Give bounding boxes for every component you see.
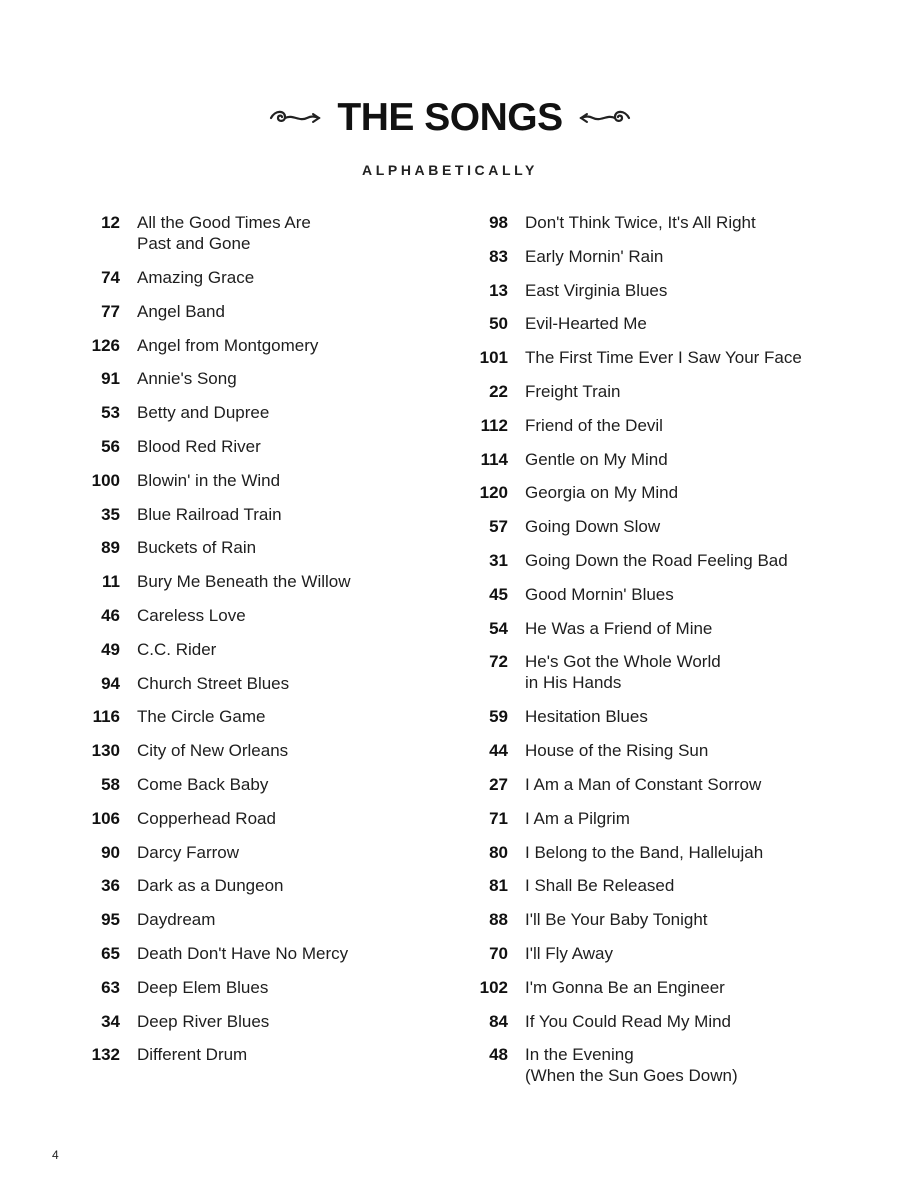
song-entry — [458, 808, 848, 842]
song-entry — [458, 943, 848, 977]
song-entry — [458, 482, 848, 516]
song-entry — [458, 875, 848, 909]
song-title: Early Mornin' Rain — [525, 246, 664, 266]
song-page-number: 70 — [489, 943, 508, 963]
song-entry — [458, 449, 848, 483]
song-title: Angel Band — [137, 301, 225, 321]
song-list-right — [458, 212, 848, 1099]
song-entry — [70, 504, 460, 538]
song-title: I Shall Be Released — [525, 876, 675, 896]
song-list-left — [70, 212, 460, 1078]
song-page-number: 116 — [92, 707, 120, 727]
song-entry — [70, 335, 460, 369]
song-entry — [458, 706, 848, 740]
song-page-number: 45 — [489, 584, 508, 604]
song-entry — [458, 842, 848, 876]
song-page-number: 44 — [489, 741, 508, 761]
song-entry — [458, 415, 848, 449]
song-title: Deep Elem Blues — [137, 977, 269, 997]
song-page-number: 54 — [489, 618, 508, 638]
song-title: Deep River Blues — [137, 1011, 270, 1031]
song-title: Hesitation Blues — [525, 707, 648, 727]
song-page-number: 91 — [101, 369, 120, 389]
song-page-number: 22 — [489, 381, 508, 401]
song-title: All the Good Times Are Past and Gone — [137, 213, 311, 253]
song-entry — [70, 842, 460, 876]
song-page-number: 77 — [101, 301, 120, 321]
song-entry — [458, 280, 848, 314]
song-page-number: 84 — [489, 1011, 508, 1031]
song-title: I'm Gonna Be an Engineer — [525, 977, 725, 997]
song-title: Annie's Song — [137, 369, 237, 389]
song-title: I'll Fly Away — [525, 943, 613, 963]
song-entry — [458, 212, 848, 246]
song-entry — [70, 909, 460, 943]
song-entry — [458, 1044, 848, 1099]
song-title: In the Evening (When the Sun Goes Down) — [525, 1045, 738, 1086]
song-entry — [458, 516, 848, 550]
song-title: Amazing Grace — [137, 268, 255, 287]
song-page-number: 31 — [489, 550, 508, 570]
song-entry — [70, 571, 460, 605]
song-title: Good Mornin' Blues — [525, 584, 674, 604]
song-page-number: 74 — [101, 268, 120, 287]
song-page-number: 88 — [489, 910, 508, 930]
song-page-number: 46 — [101, 605, 120, 625]
song-entry — [70, 673, 460, 707]
song-entry — [458, 618, 848, 652]
song-title: Dark as a Dungeon — [137, 876, 284, 896]
song-page-number: 11 — [102, 572, 120, 592]
song-page-number: 100 — [91, 470, 120, 490]
song-page-number: 102 — [479, 977, 508, 997]
song-entry — [458, 977, 848, 1011]
song-title: I Am a Man of Constant Sorrow — [525, 774, 762, 794]
page-title: THE SONGS — [337, 96, 563, 139]
song-title: Blowin' in the Wind — [137, 470, 281, 490]
song-title: House of the Rising Sun — [525, 741, 709, 761]
song-title: Bury Me Beneath the Willow — [137, 572, 351, 592]
song-entry — [70, 605, 460, 639]
page-subtitle: ALPHABETICALLY — [362, 162, 538, 178]
title-row — [0, 96, 900, 140]
song-page-number: 27 — [489, 774, 508, 794]
song-entry — [458, 381, 848, 415]
song-title: Copperhead Road — [137, 808, 276, 828]
song-page-number: 57 — [489, 517, 508, 537]
song-page-number: 130 — [91, 741, 120, 761]
song-entry — [70, 470, 460, 504]
song-entry — [70, 740, 460, 774]
song-entry — [458, 651, 848, 706]
song-title: The Circle Game — [137, 707, 266, 727]
song-entry — [70, 402, 460, 436]
song-title: I'll Be Your Baby Tonight — [525, 910, 708, 930]
song-page-number: 89 — [101, 538, 120, 558]
song-page-number: 120 — [479, 483, 508, 503]
song-title: He's Got the Whole World in His Hands — [525, 652, 721, 693]
song-entry — [458, 550, 848, 584]
song-entry — [70, 368, 460, 402]
song-entry — [70, 267, 460, 301]
song-page-number: 71 — [489, 808, 508, 828]
song-page-number: 90 — [101, 842, 120, 862]
song-page-number: 12 — [101, 213, 120, 232]
song-title: Georgia on My Mind — [525, 483, 679, 503]
song-page-number: 80 — [489, 842, 508, 862]
song-entry — [70, 212, 460, 267]
song-title: Different Drum — [137, 1045, 248, 1065]
song-entry — [70, 436, 460, 470]
song-title: Darcy Farrow — [137, 842, 240, 862]
song-page-number: 36 — [101, 876, 120, 896]
song-page-number: 94 — [101, 673, 120, 693]
song-entry — [70, 537, 460, 571]
song-title: Careless Love — [137, 605, 246, 625]
song-title: Blood Red River — [137, 436, 261, 456]
song-page-number: 49 — [101, 639, 120, 659]
song-page-number: 50 — [489, 314, 508, 334]
song-entry — [70, 1044, 460, 1078]
song-page-number: 101 — [479, 348, 508, 368]
song-page-number: 34 — [101, 1011, 120, 1031]
song-title: City of New Orleans — [137, 741, 289, 761]
song-page-number: 81 — [489, 876, 508, 896]
song-entry — [70, 1011, 460, 1045]
song-entry — [70, 977, 460, 1011]
song-page-number: 114 — [480, 449, 508, 469]
song-page-number: 95 — [101, 910, 120, 930]
song-entry — [70, 943, 460, 977]
song-entry — [458, 909, 848, 943]
song-entry — [458, 246, 848, 280]
song-entry — [70, 639, 460, 673]
song-page-number: 53 — [101, 403, 120, 423]
song-page-number: 48 — [489, 1045, 508, 1065]
song-title: The First Time Ever I Saw Your Face — [525, 348, 802, 368]
song-page-number: 63 — [101, 977, 120, 997]
song-entry — [70, 808, 460, 842]
song-page-number: 58 — [101, 774, 120, 794]
song-entry — [458, 313, 848, 347]
song-page-number: 126 — [91, 335, 120, 355]
song-page-number: 98 — [489, 213, 508, 232]
song-page-number: 56 — [101, 436, 120, 456]
song-entry — [70, 706, 460, 740]
song-title: Buckets of Rain — [137, 538, 257, 558]
song-title: Gentle on My Mind — [525, 449, 668, 469]
song-title: Come Back Baby — [137, 774, 269, 794]
song-entry — [70, 301, 460, 335]
song-title: Betty and Dupree — [137, 403, 270, 423]
song-title: Don't Think Twice, It's All Right — [525, 213, 756, 232]
song-title: I Belong to the Band, Hallelujah — [525, 842, 764, 862]
song-page-number: 35 — [101, 504, 120, 524]
song-title: Going Down Slow — [525, 517, 661, 537]
song-entry — [458, 774, 848, 808]
song-entry — [458, 347, 848, 381]
song-page-number: 13 — [489, 280, 508, 300]
song-title: East Virginia Blues — [525, 280, 668, 300]
song-title: He Was a Friend of Mine — [525, 618, 713, 638]
song-title: Going Down the Road Feeling Bad — [525, 550, 788, 570]
song-title: C.C. Rider — [137, 639, 217, 659]
song-title: If You Could Read My Mind — [525, 1011, 732, 1031]
song-entry — [70, 875, 460, 909]
song-page-number: 83 — [489, 246, 508, 266]
song-title: Angel from Montgomery — [137, 335, 319, 355]
page-number: 4 — [52, 1148, 59, 1162]
song-title: Friend of the Devil — [525, 415, 663, 435]
song-entry — [458, 584, 848, 618]
flourish-right-icon — [577, 106, 633, 130]
song-title: Death Don't Have No Mercy — [137, 943, 349, 963]
song-page-number: 112 — [480, 415, 508, 435]
song-page-number: 106 — [91, 808, 120, 828]
song-entry — [458, 740, 848, 774]
song-title: I Am a Pilgrim — [525, 808, 630, 828]
flourish-left-icon — [267, 106, 323, 130]
song-entry — [70, 774, 460, 808]
song-page-number: 132 — [91, 1045, 120, 1065]
song-title: Daydream — [137, 910, 216, 930]
song-title: Evil-Hearted Me — [525, 314, 647, 334]
song-page-number: 59 — [489, 707, 508, 727]
song-entry — [458, 1011, 848, 1045]
song-page-number: 72 — [489, 652, 508, 672]
song-title: Church Street Blues — [137, 673, 290, 693]
song-title: Freight Train — [525, 381, 621, 401]
song-page-number: 65 — [101, 943, 120, 963]
song-title: Blue Railroad Train — [137, 504, 282, 524]
